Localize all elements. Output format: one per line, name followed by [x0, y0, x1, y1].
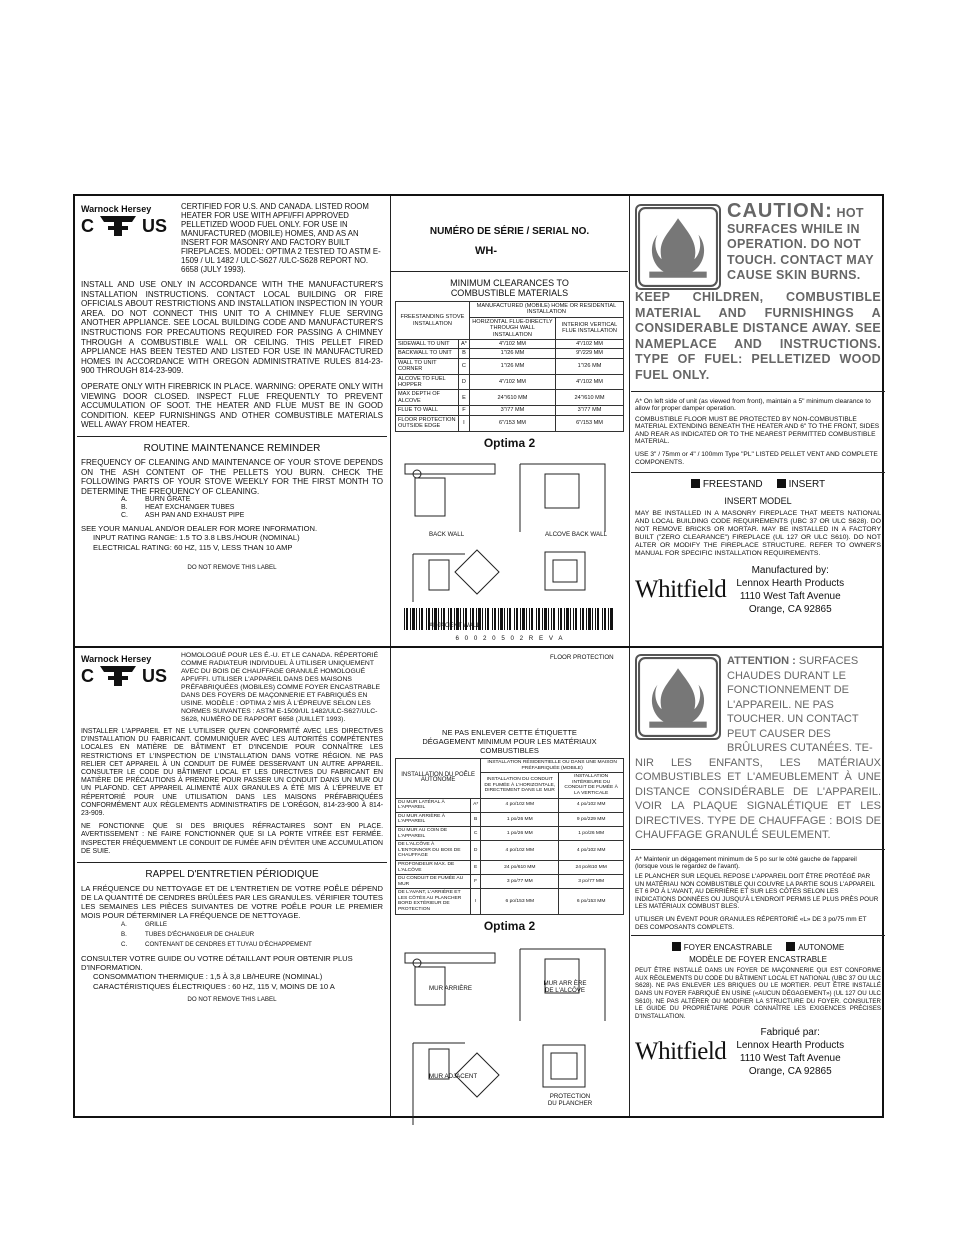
fr-operate-text: NE FONCTIONNE QUE SI DES BRIQUES RÉFRACTAIRES SONT EN PLACE. AVERTISSEMENT : NE FAIRE FONCTIONNER QUE SI LA PORTE VITRÉE EST FERMÉE. INSPECTER FRÉQUEMMENT LE CONDUIT DE FUMÉE AFIN D'ÉVITER UNE ACCUMULATION DE SUIE.: [81, 823, 383, 855]
barcode-bar: [406, 608, 408, 630]
barcode-bar: [476, 608, 477, 630]
warnock-hersey-logo: [81, 204, 171, 238]
en-caution: [727, 200, 881, 290]
barcode-bar: [516, 608, 518, 630]
fr-clr-title: DÉGAGEMENT MINIMUM POUR LES MATÉRIAUX COMBUSTIBLES: [422, 737, 597, 755]
table-row: [396, 390, 624, 406]
table-row: [396, 860, 624, 874]
barcode-bar: [522, 608, 525, 630]
en-input-rating: INPUT RATING RANGE: 1.5 TO 3.8 LBS./HOUR (NOMINAL): [93, 533, 300, 543]
fr-install-type: [635, 942, 881, 952]
brand-name: Warnock Hersey: [81, 654, 152, 664]
fr-cert-text: HOMOLOGUÉ POUR LES É.-U. ET LE CANADA. RÉPERTORIÉ COMME RADIATEUR INDIVIDUEL À UTILISER UNIQUEMENT AVEC DU BOIS DE CHAUFFAGE GRANULÉ HOMOLOGUÉ APFI/FFI. UTILISER L'APPAREIL DANS DES MAISONS PRÉFABRIQUÉES (MOBILES) COMME FOYER ENCASTRABLE DANS DES FOYERS DE MAÇONNERIE ET FABRIQUÉS EN USINE. MODÈLE : OPTIMA 2 MIS À L'ÉPREUVE SELON LES NORMES SUIVANTES : ASTM E-1509/UL 1482/ULC-S627/ULC-S628, NUMÉRO DE RAPPORT 6658 (JUILLET 1993).: [181, 652, 381, 723]
barcode-bar: [482, 608, 483, 630]
row-vertical: 4 po/102 MM: [559, 841, 624, 861]
separator: [631, 472, 885, 473]
separator: [631, 849, 885, 850]
barcode-bar: [460, 608, 461, 630]
diag-floor: FLOOR PROTECTION: [550, 654, 614, 661]
maint-item-value: TUBES D'ÉCHANGEUR DE CHALEUR: [145, 931, 255, 939]
en-caution-more: KEEP CHILDREN, COMBUSTIBLE MATERIAL AND FURNISHINGS A CONSIDERABLE DISTANCE AWAY. SEE NAMEPLACE AND INSTRUCTIONS. TYPE OF FUEL: PELLETIZED WOOD FUEL ONLY.: [635, 290, 881, 382]
separator: [77, 862, 387, 863]
barcode-bar: [412, 608, 415, 630]
fr-right-column: [635, 654, 881, 1114]
table-header-horizontal: HORIZONTAL FLUE-DIRECTLY THROUGH WALL INSTALLATION: [469, 317, 555, 339]
en-electrical: ELECTRICAL RATING: 60 HZ, 115 V, LESS THAN 10 AMP: [93, 542, 293, 552]
row-label: BACKWALL TO UNIT: [396, 349, 459, 358]
en-maint-text: FREQUENCY OF CLEANING AND MAINTENANCE OF YOUR STOVE DEPENDS ON THE ASH CONTENT OF THE PELLETS YOU BURN. CHECK THE FOLLOWING PARTS OF YOUR STOVE WEEKLY FOR THE FIRST MONTH TO DETERMINE THE FREQUENCY OF CLEANING.: [81, 457, 383, 496]
manufactured-by: Fabriqué par:: [760, 1027, 820, 1039]
filled-box-icon: [786, 942, 795, 951]
row-vertical: 4"/102 MM: [556, 340, 624, 349]
row-horizontal: 1 po/26 MM: [481, 826, 559, 840]
barcode-bar: [588, 608, 591, 630]
column-divider-left: [390, 196, 391, 1116]
maint-item-value: BURN GRATE: [145, 496, 191, 504]
barcode-bar: [456, 608, 459, 630]
table-row: [396, 841, 624, 861]
row-horizontal: 3"/77 MM: [469, 406, 555, 415]
row-label: DU CONDUIT DE FUMÉE AU MUR: [396, 875, 471, 889]
fr-do-not-remove: DO NOT REMOVE THIS LABEL: [187, 995, 277, 1003]
maint-item-key: A.: [121, 921, 127, 929]
fr-caution-more: NIR LES ENFANTS, LES MATÉRIAUX COMBUSTIBLES ET L'AMEUBLEMENT À UNE DISTANCE CONSIDÉRABLE DE L'APPAREIL. VOIR LA PLAQUE SIGNALÉTIQUE ET LES DIRECTIVES. TYPE DE CHAUFFAGE : BOIS DE CHAUFFAGE GRANULÉ SEULEMENT.: [635, 756, 881, 841]
barcode-bar: [526, 608, 527, 630]
barcode-bar: [580, 608, 581, 630]
maint-item-key: C.: [121, 512, 128, 520]
row-key: F: [471, 875, 481, 889]
diag-alcove: MUR ARR ÈRE DE L'ALCÔVE: [543, 980, 587, 995]
row-key: C: [471, 826, 481, 840]
fr-note-vent: UTILISER UN ÉVENT POUR GRANULES RÉPERTORIÉ «L» DE 3 po/75 mm ET DES COMPOSANTS COMPLETS.: [635, 916, 867, 931]
caution-title: CAUTION:: [727, 200, 833, 222]
filled-box-icon: [672, 942, 681, 951]
table-header-stove: FREESTANDING STOVE INSTALLATION: [396, 302, 470, 340]
table-row: [396, 358, 624, 374]
barcode-bar: [498, 608, 499, 630]
barcode-icon: [400, 608, 620, 630]
filled-box-icon: [777, 479, 786, 488]
address-line: Lennox Hearth Products: [736, 1040, 845, 1052]
table-header-mfg: INSTALLATION RÉSIDENTIELLE OU DANS UNE MAISON PRÉFABRIQUÉE (MOBILE): [481, 759, 624, 773]
barcode-bar: [553, 608, 555, 630]
row-horizontal: 3 po/77 MM: [481, 875, 559, 889]
barcode-bar: [432, 608, 433, 630]
row-label: DE L'AVANT, L'ARRIÈRE ET LES CÔTÉS AU PLANCHER BORD EXTÉRIEUR DE PROTECTION: [396, 889, 471, 914]
row-label: ALCOVE TO FUEL HOPPER: [396, 374, 459, 390]
en-left-column: [81, 204, 383, 642]
en-note-vent: USE 3" / 75mm or 4" / 100mm Type "PL" LISTED PELLET VENT AND COMPLETE COMPONENTS.: [635, 451, 878, 466]
fr-middle-column: [395, 728, 624, 1114]
barcode-bar: [514, 608, 515, 630]
barcode-bar: [509, 608, 511, 630]
checkbox-insert: [777, 479, 826, 490]
product-label: [73, 194, 884, 1118]
barcode-bar: [573, 608, 574, 630]
fr-maint-title: RAPPEL D'ENTRETIEN PÉRIODIQUE: [145, 869, 319, 881]
fr-see-manual: CONSULTER VOTRE GUIDE OU VOTRE DÉTAILLANT POUR OBTENIR PLUS D'INFORMATION.: [81, 954, 353, 973]
row-vertical: 4 po/102 MM: [559, 798, 624, 812]
en-install-text: INSTALL AND USE ONLY IN ACCORDANCE WITH THE MANUFACTURER'S INSTALLATION INSTRUCTIONS. CONTACT LOCAL BUILDING OR FIRE OFFICIALS ABOUT RESTRICTIONS AND INSTALLATION INSPECTION IN YOUR AREA. DO NOT CONNECT THIS UNIT TO A CHIMNEY FLUE SERVING ANOTHER APPLIANCE. SEE LOCAL BUILDING CODE AND MANUFACTURER'S INSTRUCTIONS FOR PRECAUTIONS REQUIRED FOR PASSING A CHIMNEY THROUGH A COMBUSTIBLE WALL OR CEILING. THIS PELLET FIRED APPLIANCE HAS BEEN TESTED AND LISTED FOR USE IN MANUFACTURED HOMES IN ACCORDANCE WITH OREGON ADMINISTRATIVE RULES 814-23-900 THROUGH 814-23-909.: [81, 280, 383, 376]
maint-item-key: B.: [121, 931, 127, 939]
filled-box-icon: [691, 479, 700, 488]
fr-insert-text: PEUT ÊTRE INSTALLÉ DANS UN FOYER DE MAÇONNERIE QUI EST CONFORME AUX RÈGLEMENTS DU CODE DU BÂTIMENT LOCAL ET NATIONAL (UBC 37 OU ULC S628). NE PAS ENLEVER LES BRIQUES OU LE MORTIER. PEUT ÊTRE INSTALLÉ DANS UN FOYER FABRIQUÉ EN USINE («AUCUN DÉGAGEMENT») (UL 127 OU ULC S610). NE PAS ALTÉRER OU MODIFIER LA STRUCTURE DU FOYER. CONSULTER LE GUIDE DU PROPRIÉTAIRE POUR CONNAÎTRE LES EXIGENCES PRÉCISES D'INSTALLATION.: [635, 967, 881, 1020]
en-model-name: Optima 2: [483, 435, 536, 450]
barcode-bar: [421, 608, 423, 630]
address-line: 1110 West Taft Avenue: [739, 1053, 841, 1065]
row-label: DU MUR ARRIÈRE À L'APPAREIL: [396, 812, 471, 826]
maint-item-value: GRILLE: [145, 921, 168, 929]
barcode-bar: [492, 608, 493, 630]
row-key: C: [458, 358, 469, 374]
en-insert-text: MAY BE INSTALLED IN A MASONRY FIREPLACE THAT MEETS NATIONAL AND LOCAL BUILDING CODE REQUIREMENTS (UBC 37 OR ULC S628). DO NOT REMOVE BRICKS OR MORTAR. MAY BE INSTALLED IN A FACTORY BUILT ("ZERO CLEARANCE") FIREPLACE (UL 127 OR ULC S610). DO NOT ALTER OR MODIFY THE FIREPLACE STRUCTURE. REFER TO OWNER'S MANUAL FOR SPECIFIC INSTALLATION REQUIREMENTS.: [635, 510, 881, 558]
barcode-bar: [507, 608, 508, 630]
barcode-bar: [448, 608, 449, 630]
checkbox-freestand: [786, 942, 844, 952]
row-vertical: 1"/26 MM: [556, 358, 624, 374]
barcode-bar: [544, 608, 547, 630]
table-header-vertical: INTERIOR VERTICAL FLUE INSTALLATION: [556, 317, 624, 339]
fr-maint-text: LA FRÉQUENCE DU NETTOYAGE ET DE L'ENTRETIEN DE VOTRE POÊLE DÉPEND DE LA QUANTITÉ DE CENDRES BRÛLÉES PAR LES GRANULES. VÉRIFIER TOUTES LES SEMAINES LES PIÈCES SUIVANTES DE VOTRE POÊLE POUR LE PREMIER MOIS POUR DÉTERMINER LA FRÉQUENCE DE NETTOYAGE.: [81, 884, 383, 921]
barcode-bar: [564, 608, 565, 630]
barcode-bar: [478, 608, 481, 630]
diag-adjacent: MUR ADJACENT: [429, 1073, 478, 1080]
row-horizontal: 4"/102 MM: [469, 340, 555, 349]
barcode: [400, 608, 620, 644]
fr-model-name: Optima 2: [483, 918, 536, 933]
wh-emblem-icon: [98, 214, 138, 238]
flame-hazard-icon: [635, 654, 721, 740]
row-label: FLOOR PROTECTION OUTSIDE EDGE: [396, 415, 459, 431]
barcode-bar: [531, 608, 533, 630]
barcode-bar: [597, 608, 599, 630]
table-header-horizontal: INSTALLATION DU CONDUIT DE FUMÉE À L'HORIZONTALE, DIRECTEMENT DANS LE MUR: [481, 773, 559, 798]
en-clr-title: MINIMUM CLEARANCES TO COMBUSTIBLE MATERIALS: [450, 278, 569, 298]
en-manufacturer: [635, 564, 881, 616]
address-line: Orange, CA 92865: [748, 1066, 832, 1078]
checkbox-label: INSERT: [788, 479, 826, 491]
table-row: [396, 374, 624, 390]
table-row: [396, 889, 624, 914]
barcode-bar: [586, 608, 587, 630]
barcode-bar: [410, 608, 411, 630]
row-key: F: [458, 406, 469, 415]
en-right-column: [635, 200, 881, 642]
language-divider: [75, 646, 882, 648]
table-row: [396, 349, 624, 358]
row-vertical: 4"/102 MM: [556, 374, 624, 390]
row-vertical: 6 po/153 MM: [559, 889, 624, 914]
en-maint-title: ROUTINE MAINTENANCE REMINDER: [143, 442, 321, 454]
diag-back-wall: MUR ARRIÈRE: [429, 985, 472, 992]
en-insert-model: INSERT MODEL: [724, 496, 792, 507]
row-vertical: 24 po/610 MM: [559, 860, 624, 874]
caution-text: SURFACES CHAUDES DURANT LE FONCTIONNEMENT DE L'APPAREIL. NE PAS TOUCHER. UN CONTACT PEUT CAUSER DES BRÛLURES CUTANÉES. TE-: [727, 655, 873, 754]
row-label: PROFONDEUR MAX. DE L'ALCÔVE: [396, 860, 471, 874]
barcode-bar: [494, 608, 496, 630]
barcode-bar: [560, 608, 562, 630]
serial-value: WH-: [475, 245, 497, 257]
whitfield-logo: Whitfield: [635, 1038, 727, 1066]
barcode-bar: [454, 608, 455, 630]
barcode-bar: [602, 608, 603, 630]
cert-c: C: [81, 665, 94, 686]
barcode-bar: [472, 608, 474, 630]
table-row: [396, 826, 624, 840]
checkbox-label: AUTONOME: [798, 943, 845, 953]
fr-input-rating: CONSOMMATION THERMIQUE : 1,5 À 3,8 LB/HEURE (NOMINAL): [93, 972, 323, 982]
fr-maint-list: [121, 920, 383, 950]
row-key: B: [458, 349, 469, 358]
fr-manufacturer: [635, 1026, 881, 1078]
cert-mark: [81, 214, 171, 238]
row-vertical: 6"/153 MM: [556, 415, 624, 431]
checkbox-freestand: [691, 479, 763, 490]
maint-item-value: HEAT EXCHANGER TUBES: [145, 504, 235, 512]
table-row: [396, 406, 624, 415]
flame-hazard-icon: [635, 204, 721, 290]
en-clearance-table: [395, 301, 624, 432]
row-key: E: [471, 860, 481, 874]
row-key: A*: [471, 798, 481, 812]
fr-install-text: INSTALLER L'APPAREIL ET NE L'UTILISER QU'EN CONFORMITÉ AVEC LES DIRECTIVES D'INSTALLATION DU FABRICANT. COMMUNIQUER AVEC LES AUTORITÉS COMPÉTENTES LOCALES EN MATIÈRE DE BÂTIMENT ET D'INCENDIE POUR CONNAÎTRE LES RESTRICTIONS ET L'INSPECTION DE L'INSTALLATION DANS VOTRE RÉGION. NE PAS RELIER CET APPAREIL À UN CONDUIT DE FUMÉE DESSERVANT UN AUTRE APPAREIL. CONSULTER LE CODE DU BÂTIMENT LOCAL ET LES DIRECTIVES DU FABRICANT EN MATIÈRE DE PRÉCAUTIONS À PRENDRE POUR PASSER UN CONDUIT DANS UN MUR OU UN PLAFOND. CET APPAREIL ALIMENTÉ AUX GRANULES A ÉTÉ MIS À L'ÉPREUVE ET RÉPERTORIÉ POUR UNE UTILISATION DANS LES MAISONS PRÉFABRIQUÉES CONFORMÉMENT AUX RÈGLEMENTS ADMINISTRATIFS DE L'ORÉGON, 814-23-900 À 814-23-909.: [81, 728, 383, 818]
diag-alcove: ALCOVE BACK WALL: [545, 531, 608, 538]
row-horizontal: 24 po/610 MM: [481, 860, 559, 874]
barcode-bar: [465, 608, 467, 630]
cert-us: US: [142, 665, 168, 686]
row-vertical: 24"/610 MM: [556, 390, 624, 406]
row-horizontal: 4 po/102 MM: [481, 798, 559, 812]
row-horizontal: 1 po/26 MM: [481, 812, 559, 826]
row-label: SIDEWALL TO UNIT: [396, 340, 459, 349]
barcode-bar: [428, 608, 430, 630]
table-header-stove: INSTALLATION DU POÊLE AUTONOME: [396, 759, 481, 799]
checkbox-label: FOYER ENCASTRABLE: [683, 943, 773, 953]
diag-back-wall: BACK WALL: [429, 531, 465, 538]
fr-electrical: CARACTÉRISTIQUES ÉLECTRIQUES : 60 HZ, 115 V, MOINS DE 10 A: [93, 981, 335, 991]
barcode-bar: [450, 608, 452, 630]
barcode-bar: [487, 608, 489, 630]
fr-note-floor: LE PLANCHER SUR LEQUEL REPOSE L'APPAREIL DOIT ÊTRE PROTÉGÉ PAR UN MATÉRIAU NON COMBUSTIBLE QUI COUVRE LA PARTIE SOUS L'APPAREIL ET 6 PO À L'AVANT, AU DERRIÈRE ET SUR LES CÔTÉS SELON LES INDICATIONS DONNÉES OU JUSQU'À L'ENDROIT PERMIS LE PLUS PRÈS POUR LES MATÉRIAUX COMBUST BLES.: [635, 873, 879, 910]
row-key: D: [471, 841, 481, 861]
row-vertical: 1 po/26 MM: [559, 826, 624, 840]
separator: [631, 391, 885, 392]
barcode-bar: [542, 608, 543, 630]
en-note-a: A* On left side of unit (as viewed from front), maintain a 5" minimum clearance to allow for proper damper operation.: [635, 398, 871, 413]
separator: [77, 436, 387, 437]
row-horizontal: 1"/26 MM: [469, 349, 555, 358]
serial-label: NUMÉRO DE SÉRIE / SERIAL NO.: [429, 226, 590, 237]
cert-us: US: [142, 215, 168, 236]
checkbox-insert: [672, 942, 772, 952]
barcode-bar: [443, 608, 445, 630]
barcode-bar: [441, 608, 442, 630]
barcode-bar: [595, 608, 596, 630]
row-horizontal: 1"/26 MM: [469, 358, 555, 374]
diag-floor: PROTECTION DU PLANCHER: [547, 1093, 593, 1108]
row-key: B: [471, 812, 481, 826]
checkbox-label: FREESTAND: [702, 479, 763, 491]
row-vertical: 9"/229 MM: [556, 349, 624, 358]
separator: [391, 271, 628, 272]
wh-emblem-icon: [98, 664, 138, 688]
row-vertical: 3 po/77 MM: [559, 875, 624, 889]
row-horizontal: 4 po/102 MM: [481, 841, 559, 861]
barcode-bar: [404, 608, 405, 630]
row-vertical: 9 po/229 MM: [559, 812, 624, 826]
maint-item-key: C.: [121, 941, 128, 949]
row-horizontal: 4"/102 MM: [469, 374, 555, 390]
address-line: Lennox Hearth Products: [736, 578, 845, 590]
diag-adjacent: ADJACENT WALL: [429, 622, 480, 629]
row-label: FLUE TO WALL: [396, 406, 459, 415]
maint-item-key: A.: [121, 496, 128, 504]
en-operate-text: OPERATE ONLY WITH FIREBRICK IN PLACE. WARNING: OPERATE ONLY WITH VIEWING DOOR CLOSED. INSPECT FLUE FREQUENTLY TO PREVENT ACCUMULATION OF SOOT. THE HEATER AND FLUE MUST BE IN GOOD CONDITION. KEEP FURNISHINGS AND OTHER COMBUSTIBLE MATERIALS WELL AWAY FROM HEATER.: [81, 381, 383, 430]
address: [736, 564, 844, 616]
row-horizontal: 6 po/153 MM: [481, 889, 559, 914]
barcode-bar: [434, 608, 437, 630]
fr-insert-model: MODÈLE DE FOYER ENCASTRABLE: [689, 955, 827, 965]
maint-item-key: B.: [121, 504, 128, 512]
row-horizontal: 6"/153 MM: [469, 415, 555, 431]
fr-clearance-table: [395, 758, 624, 915]
barcode-bar: [608, 608, 609, 630]
barcode-text: 6 0 0 2 0 5 0 2 R E V A: [455, 635, 565, 642]
barcode-bar: [548, 608, 549, 630]
row-key: I: [458, 415, 469, 431]
barcode-bar: [520, 608, 521, 630]
cert-mark: [81, 664, 171, 688]
address-line: 1110 West Taft Avenue: [739, 591, 841, 603]
barcode-bar: [582, 608, 584, 630]
row-vertical: 3"/77 MM: [556, 406, 624, 415]
barcode-bar: [592, 608, 593, 630]
table-header-vertical: INSTALLATION INTÉRIEURE DU CONDUIT DE FUMÉE À LA VERTICALE: [559, 773, 624, 798]
caution-text: HOT SURFACES WHILE IN OPERATION. DO NOT TOUCH. CONTACT MAY CAUSE SKIN BURNS.: [727, 206, 874, 282]
barcode-bar: [551, 608, 552, 630]
row-label: DU MUR AU COIN DE L'APPAREIL: [396, 826, 471, 840]
barcode-bar: [604, 608, 606, 630]
row-label: MAX DEPTH OF ALCOVE: [396, 390, 459, 406]
barcode-bar: [463, 608, 464, 630]
row-label: DE L'ALCÔVE À L'ENTONNOIR DU BOIS DE CHAUFFAGE: [396, 841, 471, 861]
barcode-bar: [570, 608, 571, 630]
barcode-bar: [416, 608, 417, 630]
separator: [631, 935, 885, 936]
table-header-mfg: MANUFACTURED (MOBILE) HOME OR RESIDENTIAL INSTALLATION: [469, 302, 623, 318]
row-key: D: [458, 374, 469, 390]
barcode-bar: [419, 608, 420, 630]
table-row: [396, 812, 624, 826]
barcode-bar: [610, 608, 613, 630]
row-key: E: [458, 390, 469, 406]
barcode-bar: [558, 608, 559, 630]
fr-left-column: [81, 654, 383, 1114]
table-row: [396, 340, 624, 349]
table-row: [396, 415, 624, 431]
caution-title: ATTENTION :: [727, 655, 796, 667]
row-key: A*: [458, 340, 469, 349]
barcode-bar: [470, 608, 471, 630]
fr-note-a: A* Maintenir un dégagement minimum de 5 po sur le côté gauche de l'appareil (lorsque vous le regardez de l'avant).: [635, 855, 857, 870]
fr-top-notice: NE PAS ENLEVER CETTE ÉTIQUETTE: [442, 728, 577, 737]
row-label: WALL TO UNIT CORNER: [396, 358, 459, 374]
fr-caution: [727, 654, 881, 756]
barcode-bar: [538, 608, 540, 630]
table-row: [396, 875, 624, 889]
en-note-floor: COMBUSTIBLE FLOOR MUST BE PROTECTED BY NON-COMBUSTIBLE MATERIAL EXTENDING BENEATH THE HEATER AND 6" TO THE FRONT, SIDES AND REAR AS INDICATED OR TO THE NEAREST PERMITTED COMBUSTIBLE MATERIAL.: [635, 415, 880, 446]
brand-name: Warnock Hersey: [81, 204, 152, 214]
en-install-type: [635, 479, 881, 490]
row-horizontal: 24"/610 MM: [469, 390, 555, 406]
row-key: I: [471, 889, 481, 914]
en-do-not-remove: DO NOT REMOVE THIS LABEL: [187, 563, 277, 571]
maint-item-value: ASH PAN AND EXHAUST PIPE: [145, 512, 245, 520]
table-row: [396, 798, 624, 812]
barcode-bar: [426, 608, 427, 630]
barcode-bar: [566, 608, 569, 630]
maint-item-value: CONTENANT DE CENDRES ET TUYAU D'ÉCHAPPEMENT: [145, 941, 312, 949]
cert-c: C: [81, 215, 94, 236]
address-line: Orange, CA 92865: [748, 604, 832, 616]
en-middle-column: [395, 204, 624, 661]
whitfield-logo: Whitfield: [635, 576, 727, 604]
en-see-manual: SEE YOUR MANUAL AND/OR DEALER FOR MORE INFORMATION.: [81, 524, 318, 534]
barcode-bar: [529, 608, 530, 630]
barcode-bar: [438, 608, 439, 630]
en-maint-list: [121, 496, 383, 520]
column-divider-right: [629, 196, 630, 1116]
row-label: DU MUR LATÉRAL À L'APPAREIL: [396, 798, 471, 812]
barcode-bar: [575, 608, 577, 630]
address: [736, 1026, 844, 1078]
manufactured-by: Manufactured by:: [751, 565, 829, 577]
en-cert-text: CERTIFIED FOR U.S. AND CANADA. LISTED ROOM HEATER FOR USE WITH APFI/FFI APPROVED PELLETIZED WOOD FUEL ONLY. FOR USE IN MANUFACTURED (MOBILE) HOMES, AND AS AN INSERT FOR MASONRY AND FACTORY BUILT FIREPLACES. MODEL: OPTIMA 2 TESTED TO ASTM E-1509 / UL 1482 / ULC-S627 /ULC-S628 REPORT NO. 6658 (JULY 1993).: [181, 202, 381, 274]
barcode-bar: [504, 608, 505, 630]
barcode-bar: [500, 608, 503, 630]
barcode-bar: [536, 608, 537, 630]
barcode-bar: [485, 608, 486, 630]
warnock-hersey-logo: [81, 654, 171, 688]
en-clearance-diagram: [395, 452, 624, 602]
